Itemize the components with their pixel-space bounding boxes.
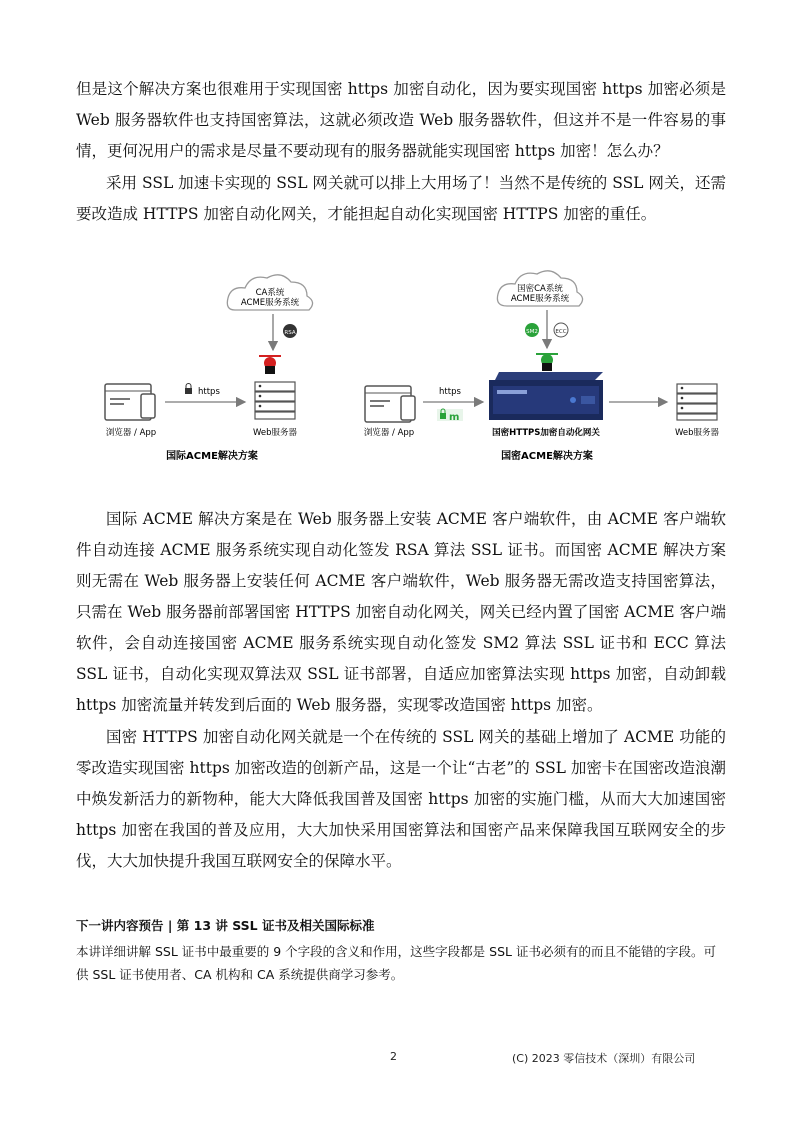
- page-number: 2: [390, 1050, 397, 1063]
- svg-text:m: m: [449, 412, 460, 423]
- rsa-badge: RSA: [284, 330, 296, 336]
- gm-certificate-icon: [536, 354, 558, 371]
- copyright: (C) 2023 零信技术（深圳）有限公司: [512, 1052, 696, 1065]
- right-server-label: Web服务器: [674, 428, 720, 438]
- gm-lock-icon: [437, 409, 463, 423]
- web-server-icon: [255, 382, 295, 419]
- right-cloud-line2: ACME服务系统: [510, 294, 570, 304]
- lock-icon: [185, 384, 192, 395]
- right-link-label: https: [439, 387, 461, 397]
- sm2-badge: SM2: [526, 329, 538, 335]
- paragraph-1: 但是这个解决方案也很难用于实现国密 https 加密自动化，因为要实现国密 https 加密必须是 Web 服务器软件也支持国密算法，这就必须改造 Web 服务器软件，但这并不是一件容易的事情，更何况用户的需求是尽量不要动现有的服务器就能实现国密 https 加密！怎么办？: [76, 80, 726, 160]
- right-cloud-line1: 国密CA系统: [517, 284, 563, 294]
- browser-app-icon: [105, 384, 155, 420]
- right-web-server-icon: [677, 384, 717, 420]
- left-server-label: Web服务器: [252, 428, 298, 438]
- next-lecture-title: 下一讲内容预告 | 第 13 讲 SSL 证书及相关国际标准: [76, 918, 375, 933]
- next-lecture-summary: 本讲详细讲解 SSL 证书中最重要的 9 个字段的含义和作用，这些字段都是 SSL 证书必须有的而且不能错的字段。可供 SSL 证书使用者、CA 机构和 CA 系统提供商学习参考。: [76, 944, 716, 982]
- right-browser-app-icon: [365, 386, 415, 422]
- paragraph-2: 采用 SSL 加速卡实现的 SSL 网关就可以排上大用场了！当然不是传统的 SSL 网关，还需要改造成 HTTPS 加密自动化网关，才能担起自动化实现国密 HTTPS 加密的重任。: [76, 174, 726, 223]
- ecc-badge: ECC: [555, 329, 567, 335]
- right-caption: 国密ACME解决方案: [501, 451, 593, 462]
- left-client-label: 浏览器 / App: [105, 428, 157, 438]
- gateway-device-icon: [489, 372, 603, 420]
- paragraph-3: 国际 ACME 解决方案是在 Web 服务器上安装 ACME 客户端软件，由 ACME 客户端软件自动连接 ACME 服务系统实现自动化签发 RSA 算法 SSL 证书。而国密 ACME 解决方案则无需在 Web 服务器上安装任何 ACME 客户端软件，Web 服务器无需改造支持国密算法，只需在 Web 服务器前部署国密 HTTPS 加密自动化网关，网关已经内置了国密 ACME 客户端软件，会自动连接国密 ACME 服务系统实现自动化签发 SM2 算法 SSL 证书和 ECC 算法 SSL 证书，自动化实现双算法双 SSL 证书部署，自适应加密算法实现 https 加密，自动卸载 https 加密流量并转发到后面的 Web 服务器，实现零改造国密 https 加密。: [76, 510, 726, 714]
- left-cloud-line1: CA系统: [255, 288, 285, 298]
- left-link-label: https: [198, 387, 220, 397]
- left-caption: 国际ACME解决方案: [166, 451, 258, 462]
- acme-diagram: [95, 268, 735, 468]
- gateway-label: 国密HTTPS加密自动化网关: [492, 428, 600, 438]
- left-cloud-line2: ACME服务系统: [240, 298, 300, 308]
- certificate-icon: [259, 356, 281, 374]
- right-client-label: 浏览器 / App: [363, 428, 415, 438]
- paragraph-4: 国密 HTTPS 加密自动化网关就是一个在传统的 SSL 网关的基础上增加了 ACME 功能的零改造实现国密 https 加密改造的创新产品，这是一个让“古老”的 SSL 加密卡在国密改造浪潮中焕发新活力的新物种，能大大降低我国普及国密 https 加密的实施门槛，从而大大加速国密 https 加密在我国的普及应用，大大加快采用国密算法和国密产品来保障我国互联网安全的步伐，大大加快提升我国互联网安全的保障水平。: [76, 728, 726, 870]
